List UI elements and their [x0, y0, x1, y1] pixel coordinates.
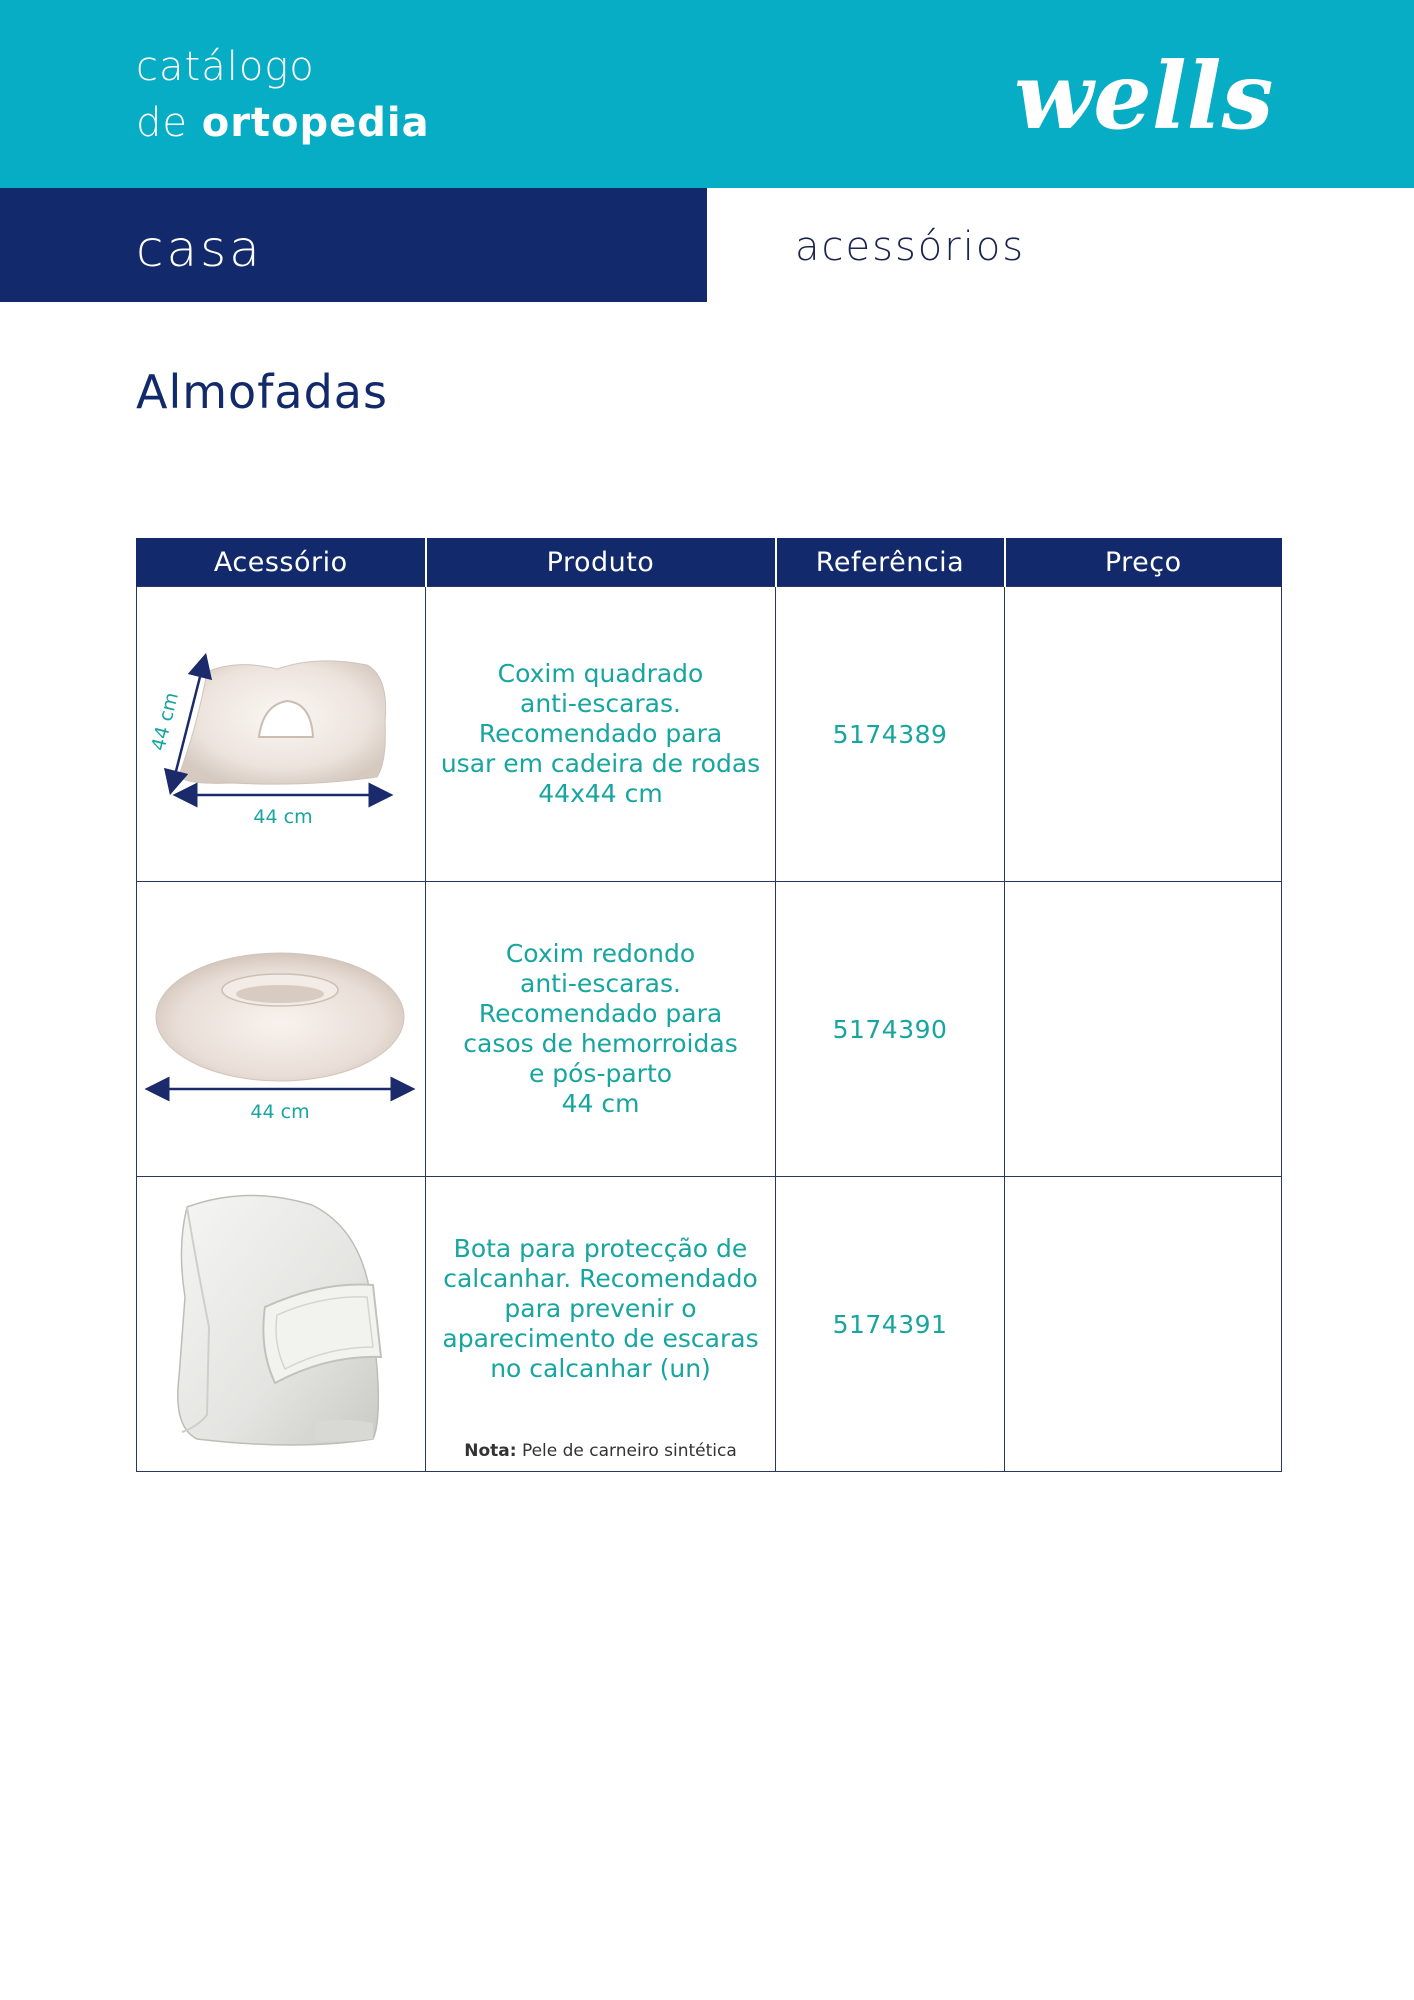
price-cell — [1005, 1177, 1282, 1472]
product-line: para prevenir o — [504, 1294, 697, 1323]
reference-number: 5174389 — [832, 719, 948, 749]
product-line: Recomendado para — [478, 999, 723, 1028]
catalog-title-prefix: de — [136, 100, 188, 146]
product-line: 44 cm — [561, 1089, 640, 1118]
table-header-row — [137, 538, 1282, 587]
product-line: no calcanhar (un) — [490, 1354, 711, 1383]
header-acessorio: Acessório — [137, 538, 426, 587]
reference-number: 5174391 — [832, 1309, 948, 1339]
product-description — [426, 659, 775, 809]
round-cushion-image — [137, 882, 426, 1176]
header-produto: Produto — [426, 538, 776, 587]
note-label: Nota: — [464, 1441, 517, 1461]
table-row — [137, 882, 1282, 1177]
note-text: Pele de carneiro sintética — [516, 1441, 737, 1461]
width-dimension-label: 44 cm — [253, 806, 313, 828]
product-note — [426, 1441, 775, 1461]
product-line: usar em cadeira de rodas — [440, 749, 761, 778]
wells-logo — [1010, 38, 1290, 148]
price-cell — [1005, 882, 1282, 1177]
product-line: calcanhar. Recomendado — [443, 1264, 758, 1293]
reference-number: 5174390 — [832, 1014, 948, 1044]
wells-logo-text: wells — [1014, 42, 1274, 148]
product-description-cell — [426, 587, 776, 882]
product-line: Coxim redondo — [505, 939, 696, 968]
catalog-title-bold: ortopedia — [201, 100, 430, 146]
page-title: Almofadas — [136, 365, 388, 419]
accessory-image-cell — [137, 882, 426, 1177]
depth-dimension-label: 44 cm — [147, 690, 184, 753]
product-line: Bota para protecção de — [453, 1234, 748, 1263]
product-line: casos de hemorroidas — [463, 1029, 738, 1058]
product-line: 44x44 cm — [538, 779, 663, 808]
reference-cell — [776, 587, 1005, 882]
product-line: anti-escaras. — [520, 969, 681, 998]
product-line: e pós-parto — [528, 1059, 673, 1088]
section-label: casa — [136, 220, 263, 278]
product-description-cell — [426, 1177, 776, 1472]
header-referencia: Referência — [776, 538, 1005, 587]
product-description — [426, 939, 775, 1119]
product-description-cell — [426, 882, 776, 1177]
heel-boot-image — [137, 1177, 426, 1471]
price-cell — [1005, 587, 1282, 882]
catalog-title-line1: catálogo — [136, 44, 315, 90]
table-row — [137, 587, 1282, 882]
reference-cell — [776, 882, 1005, 1177]
product-line: Coxim quadrado — [497, 659, 704, 688]
header-preco: Preço — [1005, 538, 1282, 587]
products-table — [136, 538, 1282, 1472]
product-description — [426, 1234, 775, 1384]
table-row — [137, 1177, 1282, 1472]
catalog-title-line2 — [136, 100, 430, 146]
square-cushion-image — [137, 587, 426, 881]
accessory-image-cell — [137, 587, 426, 882]
reference-cell — [776, 1177, 1005, 1472]
section-banner — [0, 188, 707, 302]
diameter-dimension-label: 44 cm — [250, 1101, 310, 1123]
subsection-label: acessórios — [795, 224, 1026, 270]
product-line: anti-escaras. — [520, 689, 681, 718]
product-line: Recomendado para — [478, 719, 723, 748]
accessory-image-cell — [137, 1177, 426, 1472]
product-line: aparecimento de escaras — [442, 1324, 759, 1353]
